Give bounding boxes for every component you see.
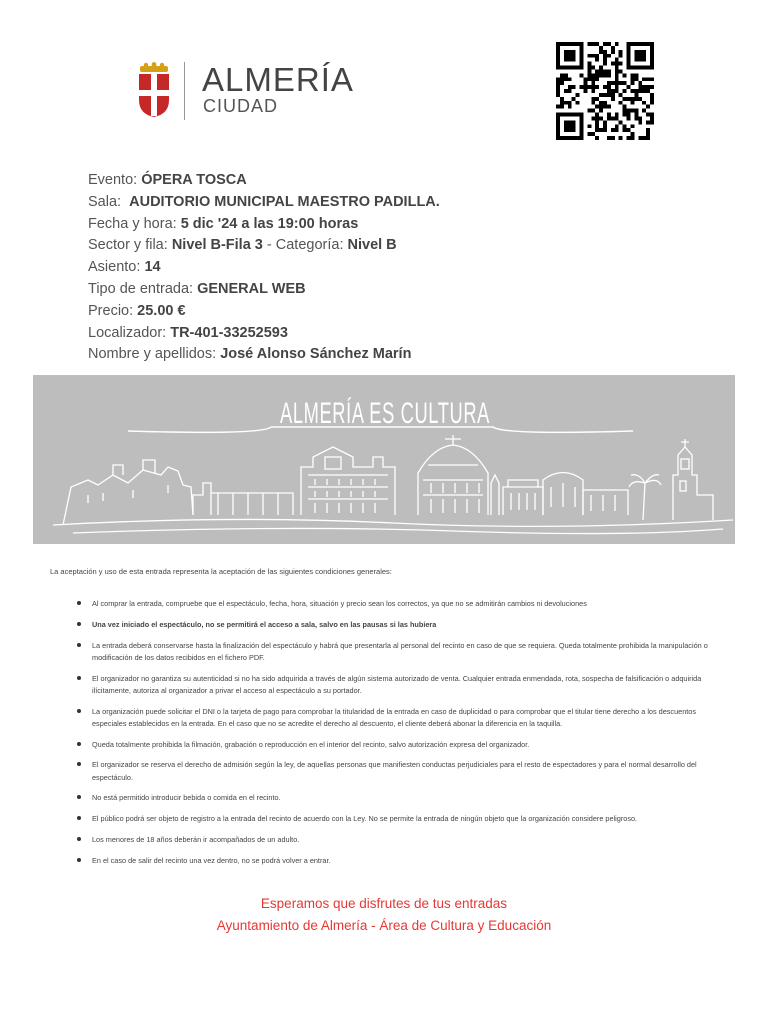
bullet-icon <box>77 858 81 862</box>
term-text: El público podrá ser objeto de registro a la entrada del recinto de acuerdo con la Ley. No se permite la entrada de ningún objeto que la organización considere peligroso. <box>92 814 638 824</box>
date-line <box>88 214 440 236</box>
category-label: - Categoría: <box>262 237 344 254</box>
almeria-logo <box>136 62 366 122</box>
name-value: José Alonso Sánchez Marín <box>220 346 412 363</box>
venue-label: Sala: <box>88 193 122 210</box>
bullet-icon <box>77 795 81 799</box>
list-item <box>74 640 714 664</box>
venue-line <box>88 192 440 214</box>
term-text: No está permitido introducir bebida o comida en el recinto. <box>92 793 281 803</box>
bullet-icon <box>77 643 81 647</box>
term-text: Una vez iniciado el espectáculo, no se permitirá el acceso a sala, salvo en las pausas si las hubiera <box>92 619 437 629</box>
terms-list <box>74 598 714 876</box>
bullet-icon <box>77 762 81 766</box>
qr-code-icon <box>556 42 654 140</box>
ticket-type-line <box>88 279 440 301</box>
bullet-icon <box>77 816 81 820</box>
list-item <box>74 739 714 751</box>
list-item <box>74 673 714 697</box>
banner-title: ALMERÍA ES CULTURA <box>280 397 490 430</box>
date-label: Fecha y hora: <box>88 215 177 232</box>
term-text: Los menores de 18 años deberán ir acompañados de un adulto. <box>92 834 300 844</box>
sector-line <box>88 235 440 257</box>
locator-value: TR-401-33252593 <box>170 324 288 341</box>
term-text: La organización puede solicitar el DNI o la tarjeta de pago para comprobar la titularidad de la entrada en caso de duplicidad o para comprobar que el titular tiene derecho a los descuentos especiales establecidos en la entrada. En el caso que no se acredite el derecho al descuento, el cliente deberá abonar la diferencia en la taquilla. <box>92 706 696 728</box>
name-line <box>88 344 440 366</box>
ticket-type-label: Tipo de entrada: <box>88 280 194 297</box>
list-item <box>74 813 714 825</box>
seat-value: 14 <box>144 259 161 276</box>
seat-label: Asiento: <box>88 259 141 276</box>
bullet-icon <box>77 709 81 713</box>
name-label: Nombre y apellidos: <box>88 346 217 363</box>
list-item <box>74 619 714 631</box>
list-item <box>74 759 714 783</box>
coat-of-arms-icon <box>136 62 172 118</box>
cultura-banner <box>33 375 735 544</box>
logo-name: ALMERÍA <box>202 61 354 98</box>
list-item <box>74 792 714 804</box>
bullet-icon <box>77 622 81 626</box>
category-value: Nivel B <box>347 237 397 254</box>
event-line <box>88 170 440 192</box>
term-text: El organizador se reserva el derecho de admisión según la ley, de aquellas personas que manifiesten conductas perjudiciales para el resto de espectadores y para el normal desarrollo del espectáculo. <box>92 760 697 782</box>
list-item <box>74 706 714 730</box>
list-item <box>74 834 714 846</box>
venue-value: AUDITORIO MUNICIPAL MAESTRO PADILLA. <box>129 193 440 210</box>
sector-value: Nivel B-Fila 3 <box>171 237 263 254</box>
price-value: 25.00 € <box>137 302 186 319</box>
bullet-icon <box>77 601 81 605</box>
locator-line <box>88 323 440 345</box>
term-text: En el caso de salir del recinto una vez dentro, no se podrá volver a entrar. <box>92 855 331 865</box>
footer-message <box>0 893 768 937</box>
bullet-icon <box>77 676 81 680</box>
bullet-icon <box>77 742 81 746</box>
term-text: Queda totalmente prohibida la filmación, grabación o reproducción en el interior del recinto, salvo autorización expresa del organizador. <box>92 739 530 749</box>
terms-intro: La aceptación y uso de esta entrada representa la aceptación de las siguientes condiciones generales: <box>50 567 392 576</box>
logo-subtitle: CIUDAD <box>203 96 279 116</box>
sector-label: Sector y fila: <box>88 237 168 254</box>
bullet-icon <box>77 837 81 841</box>
locator-label: Localizador: <box>88 324 167 341</box>
term-text: El organizador no garantiza su autenticidad si no ha sido adquirida a través de algún sistema autorizado de venta. Cualquier entrada enmendada, rota, sospecha de falsificación o adquirida ilícitamente, autoriza al organizador a privar el acceso al espectáculo a su portador. <box>92 673 702 695</box>
price-line <box>88 301 440 323</box>
ticket-type-value: GENERAL WEB <box>197 280 306 297</box>
event-label: Evento: <box>88 172 138 188</box>
term-text: Al comprar la entrada, compruebe que el espectáculo, fecha, hora, situación y precio sean los correctos, ya que no se admitirán cambios ni devoluciones <box>92 599 587 608</box>
city-skyline-illustration <box>33 375 735 544</box>
date-value: 5 dic '24 a las 19:00 horas <box>180 215 359 232</box>
list-item <box>74 855 714 867</box>
logo-divider <box>184 62 185 120</box>
seat-line <box>88 257 440 279</box>
footer-line-1: Esperamos que disfrutes de tus entradas <box>260 896 508 911</box>
event-value: ÓPERA TOSCA <box>141 172 247 188</box>
ticket-details <box>88 170 440 366</box>
price-label: Precio: <box>88 302 134 319</box>
list-item <box>74 598 714 610</box>
footer-line-2: Ayuntamiento de Almería - Área de Cultura y Educación <box>216 918 552 933</box>
term-text: La entrada deberá conservarse hasta la finalización del espectáculo y habrá que presentarla al personal del recinto en caso de que se requiera. Queda totalmente prohibida la manipulación o modificación de los datos recibidos en el fichero PDF. <box>92 640 708 662</box>
